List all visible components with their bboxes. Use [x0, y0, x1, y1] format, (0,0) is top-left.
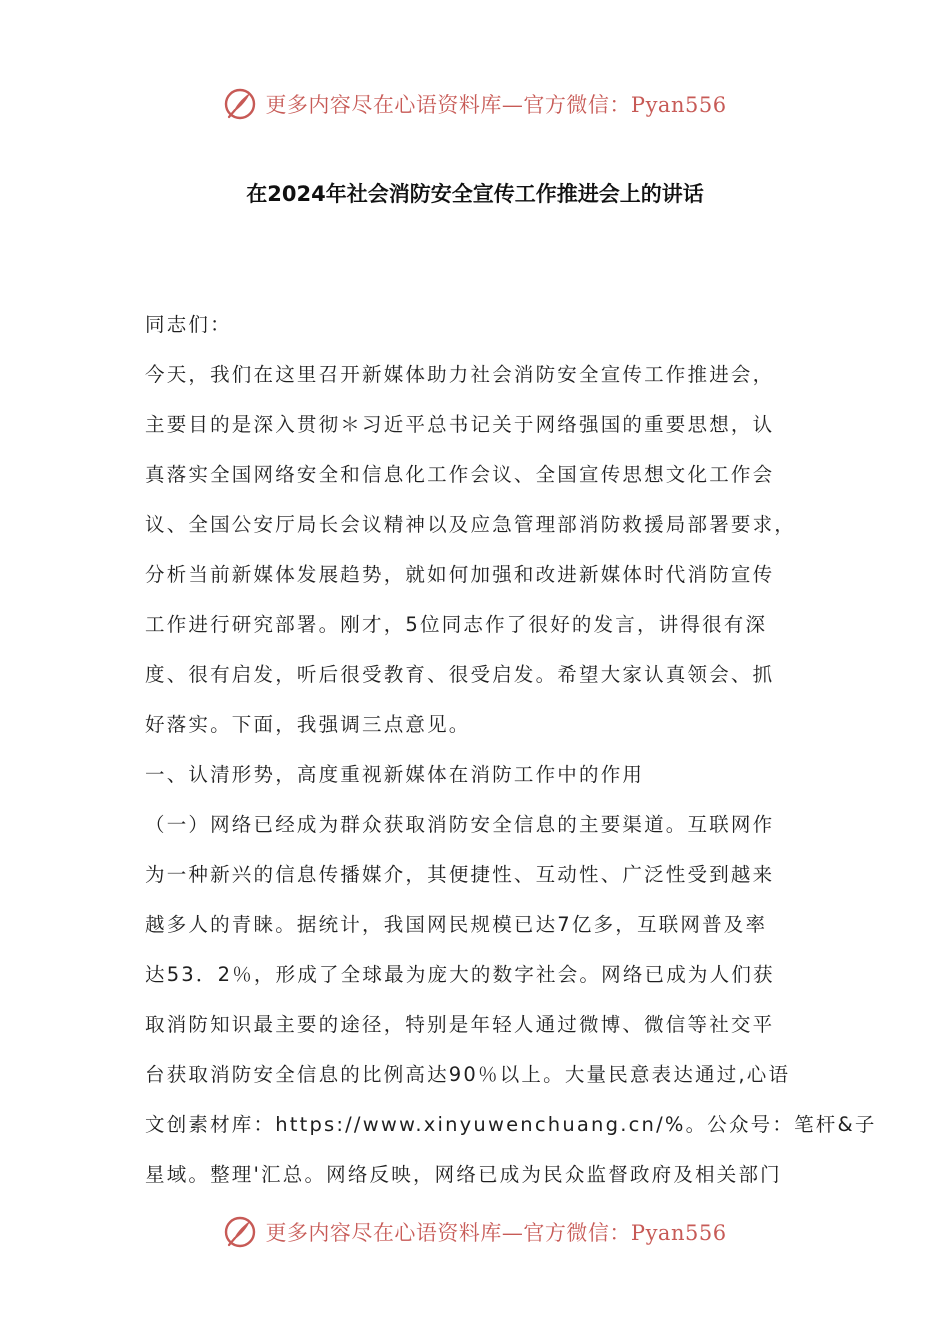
body-line: 越多人的青睐。据统计，我国网民规模已达7亿多，互联网普及率: [145, 913, 768, 936]
footer-watermark-banner: [0, 1212, 950, 1252]
feather-pen-logo-icon: [223, 87, 257, 121]
body-line: 议、全国公安厅局长会议精神以及应急管理部消防救援局部署要求，: [145, 513, 797, 536]
body-line: 真落实全国网络安全和信息化工作会议、全国宣传思想文化工作会: [145, 463, 775, 486]
body-line: 台获取消防安全信息的比例高达90％以上。大量民意表达通过,心语: [145, 1063, 791, 1086]
body-line: 好落实。下面，我强调三点意见。: [145, 713, 471, 736]
body-line: 达53．2％，形成了全球最为庞大的数字社会。网络已成为人们获: [145, 963, 775, 986]
salutation-line: 同志们：: [145, 313, 232, 336]
body-line: 取消防知识最主要的途径，特别是年轻人通过微博、微信等社交平: [145, 1013, 775, 1036]
body-line: （一）网络已经成为群众获取消防安全信息的主要渠道。互联网作: [145, 813, 775, 836]
body-line: 分析当前新媒体发展趋势，就如何加强和改进新媒体时代消防宣传: [145, 563, 775, 586]
body-line: 星域。整理'汇总。网络反映，网络已成为民众监督政府及相关部门: [145, 1163, 782, 1186]
feather-pen-logo-icon: [223, 1215, 257, 1249]
watermark-text: 更多内容尽在心语资料库—官方微信：Pyan556: [265, 1221, 727, 1245]
page-title: 在2024年社会消防安全宣传工作推进会上的讲话: [246, 182, 704, 206]
body-line: 为一种新兴的信息传播媒介，其便捷性、互动性、广泛性受到越来: [145, 863, 775, 886]
body-line: 度、很有启发，听后很受教育、很受启发。希望大家认真领会、抓: [145, 663, 775, 686]
watermark-text: 更多内容尽在心语资料库—官方微信：Pyan556: [265, 93, 727, 117]
body-line: 今天，我们在这里召开新媒体助力社会消防安全宣传工作推进会，: [145, 363, 775, 386]
header-watermark-banner: [0, 84, 950, 124]
body-line: 主要目的是深入贯彻＊习近平总书记关于网络强国的重要思想，认: [145, 413, 775, 436]
body-line: 文创素材库：https://www.xinyuwenchuang.cn/%。公众号：笔杆&子: [145, 1113, 877, 1136]
section-heading: 一、认清形势，高度重视新媒体在消防工作中的作用: [145, 763, 645, 786]
speech-body: [145, 300, 877, 1200]
body-line: 工作进行研究部署。刚才，5位同志作了很好的发言，讲得很有深: [145, 613, 768, 636]
